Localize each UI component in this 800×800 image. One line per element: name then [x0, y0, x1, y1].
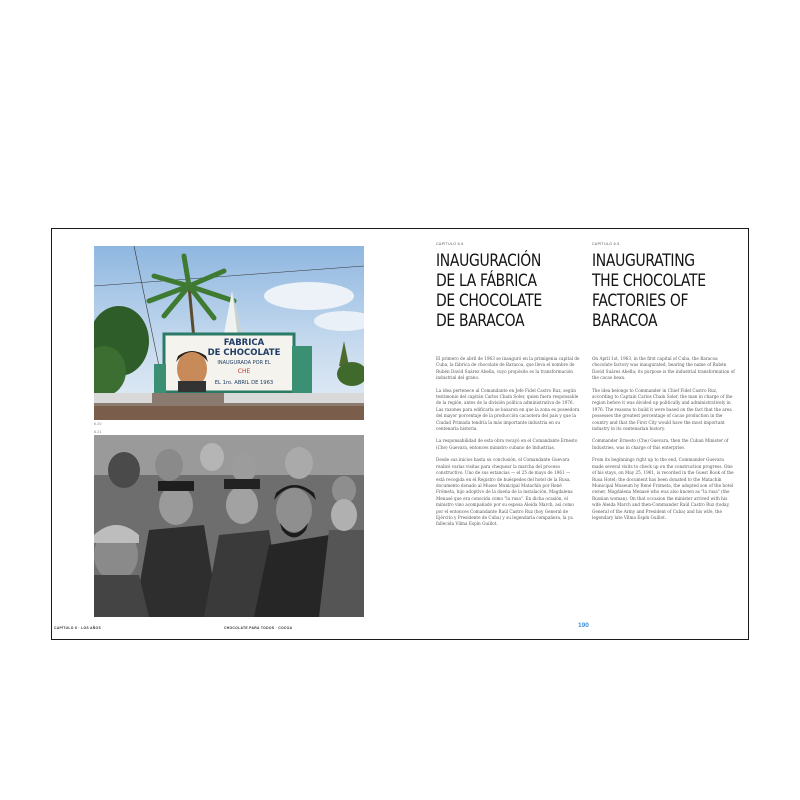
che-guevara-bw-photo	[94, 435, 364, 617]
paragraph-es: La responsabilidad de esta obra recayó en el Comandante Ernesto (Che) Guevara, entonces ministro cubano de Industrias.	[436, 438, 578, 450]
title-es-line: DE LA FÁBRICA	[436, 271, 537, 291]
title-en-line: FACTORIES OF	[592, 291, 689, 311]
paragraph-en: From its beginnings right up to the end, Commander Guevara made several visits to check up on the construction progress. One of his stays, on May 25, 1961, is recorded in the Guest Book of the Rusa Hotel; the document has been donated to the Matachín Municipal Museum by René Frómeta, the adopted son of the hotel owner, Magdalena Menasé who was also known as "la rusa" (the Russian woman). On that occasion the minister arrived with his wife Aleida March and then-Commander Raúl Castro Ruz (today, General of the Army and President of Cuba) and his wife, the legendary late Vilma Espín Guillot.	[592, 457, 734, 520]
title-es-line: DE CHOCOLATE	[436, 291, 542, 311]
photo-caption-bottom: 6.21	[94, 430, 102, 434]
paragraph-es: La idea pertenece al Comandante en Jefe Fidel Castro Ruz, según testimonio del capitán Carlos Chaín Soler, quien fuera responsable de la región, antes de la división política administrativa de 1976. Las razones para edificarla se basaron en que la zona es poseedora del mayor porcentaje de la producción cacaotera del país y que la Ciudad Primada tendría la más importante industria en su centenaria historia.	[436, 387, 580, 432]
paragraph-es: Desde sus inicios hasta su conclusión, el Comandante Guevara realizó varias visitas para chequear la marcha del proceso constructivo. Uno de sus estancias — el 25 de mayo de 1961 — está recogida en el Registro de huéspedes del hotel de la Rusa, documento donado al Museo Municipal Matachín por René Frómeta, hijo adoptivo de la dueña de la instalación, Magdalena Menasé que era conocida como "la rusa". En dicha ocasión, el ministro vino acompañado por su esposa Aleida March, así como por el entonces Comandante Raúl Castro Ruz (hoy General de Ejército y Presidente de Cuba) y su legendaria compañera, la ya fallecida Vilma Espín Guillot.	[436, 457, 574, 527]
book-spread	[51, 228, 749, 640]
title-en	[592, 251, 731, 331]
paragraph-en: Commander Ernesto (Che) Guevara, then the Cuban Minister of Industries, was in charge of this enterprise.	[592, 438, 729, 450]
footer-left-text: CAPÍTULO 6 · LOS AÑOS	[54, 626, 102, 630]
sign-line-4: CHE	[237, 368, 251, 375]
spanish-heading-block	[436, 242, 576, 331]
title-en-line: BARACOA	[592, 311, 658, 331]
sign-line-1: FABRICA	[223, 338, 265, 348]
factory-sign-photo	[94, 246, 364, 420]
paragraph-en: The idea belongs to Commander in Chief Fidel Castro Ruz, according to Captain Carlos Chaín Soler, the man in charge of the region before it was divided up politically and administratively in 1976. The reasons to build it were based on the fact that the area possesses the greatest percentage of cacao production in the country and that the First City would have the most important industry in its centenarian history.	[592, 387, 733, 432]
page-number: 190	[578, 622, 589, 629]
paragraph-en: On April 1st, 1963, in the first capital of Cuba, the Baracoa chocolate factory was inaugurated, bearing the name of Rubén David Suárez Abella; its purpose is the industrial transformation of the cacao bean.	[592, 356, 735, 381]
footer-mid-text: CHOCOLATE PARA TODOS · COCOA	[224, 626, 293, 630]
title-en-line: INAUGURATING	[592, 251, 695, 271]
sign-line-3: INAUGURADA POR EL	[217, 360, 271, 366]
sign-line-5: EL 1ro. ABRIL DE 1963	[214, 380, 274, 386]
title-es-line: INAUGURACIÓN	[436, 251, 542, 271]
chapter-label-es: CAPÍTULO 6.5	[436, 242, 464, 246]
sign-line-2: DE CHOCOLATE	[207, 348, 281, 358]
title-es	[436, 251, 575, 331]
chapter-label-en: CAPÍTULO 6.5	[592, 242, 620, 246]
body-text-es	[436, 356, 580, 534]
paragraph-es: El primero de abril de 1963 se inauguró en la primigenia capital de Cuba, la fábrica de chocolate de Baracoa, que lleva el nombre de Rubén David Suárez Abella, cuyo propósito es la transformación industrial del grano.	[436, 356, 580, 381]
title-es-line: DE BARACOA	[436, 311, 525, 331]
photo-caption-top: 6.20	[94, 422, 102, 426]
title-en-line: THE CHOCOLATE	[592, 271, 706, 291]
body-text-en	[592, 356, 736, 527]
english-heading-block	[592, 242, 732, 331]
